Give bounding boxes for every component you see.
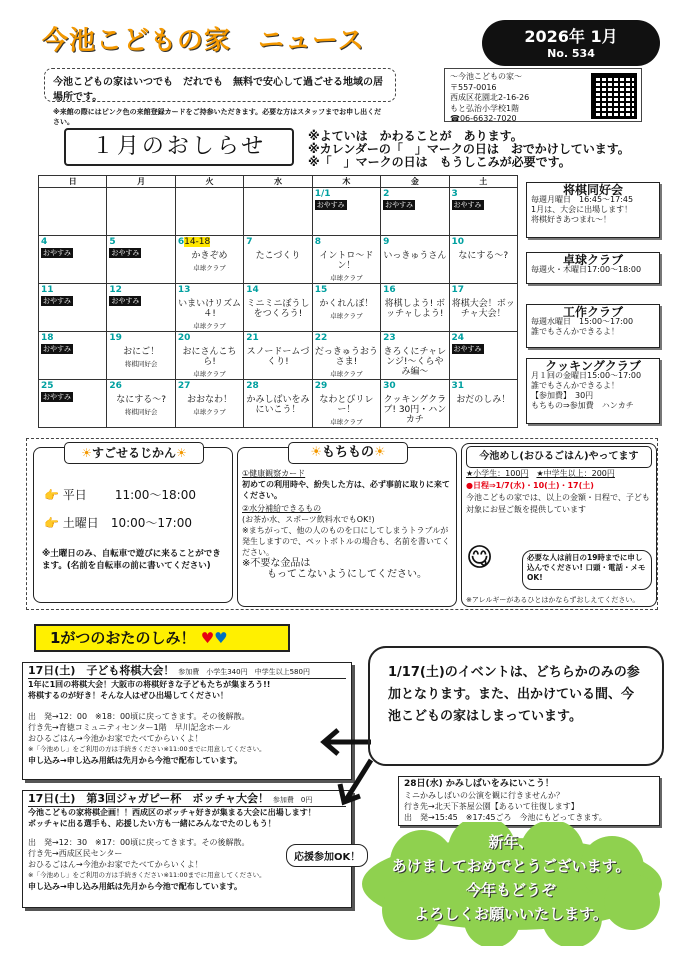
day-number: 22 (314, 333, 328, 343)
day-number: 21 (246, 333, 259, 343)
calendar-day (312, 332, 380, 380)
mochimono-text: 初めての利用時や、紛失した方は、必ず事前に取りに来てください。 (242, 480, 450, 500)
event-title (28, 793, 346, 807)
note-line: ※カレンダーの「 」マークの日は おでかけしています。 (308, 142, 630, 156)
club-name: 卓球クラブ (562, 253, 623, 267)
meal-description: 今池こどもの家では、以上の金額・日程で、子ども対象にお昼ご飯を提供しています (466, 493, 650, 514)
day-event: かくれんぼ！ (319, 299, 374, 309)
notice-speech-bubble: 1/17(土)のイベントは、どちらかのみの参加となります。また、出かけている間、今池こどもの家はしまっています。 (368, 646, 664, 766)
event-desc: 将棋するのが好き！そんな人はぜひ出場してください！ (28, 691, 228, 700)
bicycle-note: ※土曜日のみ、自転車で遊びに来ることができます。(名前を自転車の前に書いてください) (42, 549, 221, 571)
saturday-time: 10:00～17:00 (110, 516, 192, 530)
calendar-day (244, 188, 312, 236)
day-number: 4 (41, 237, 48, 247)
day-event: イントロ～ドン！ (319, 251, 374, 271)
saturday-label: 土曜日 (62, 516, 99, 530)
event-title (28, 665, 346, 679)
kami-title: 28日(水) かみしばいをみにいこう！ (404, 779, 554, 789)
day-number: 15 (314, 285, 328, 295)
calendar-notes (308, 130, 630, 169)
day-event: なにする～? (116, 395, 167, 405)
weekday-header: 火 (175, 176, 243, 188)
event-lunch: おひるごはん→今池かお家でたべてからいくよ！ (28, 860, 203, 869)
day-number: 10 (451, 237, 465, 247)
saturday-row (44, 514, 192, 531)
club-line: もちもの⇒参加費 ハンカチ (531, 401, 634, 410)
club-line: 毎週水曜日 15:00～17:00 (531, 317, 634, 326)
day-number: 12 (109, 285, 122, 295)
club-card (526, 252, 660, 284)
hours-box (33, 447, 233, 603)
calendar-table (38, 175, 518, 428)
closed-badge: おやすみ (453, 345, 482, 353)
event-fee: 参加費 0円 (272, 796, 313, 804)
calendar-day (381, 380, 449, 428)
greeting-line: 今年もどうぞ (465, 881, 556, 899)
calendar-day (39, 284, 107, 332)
day-number: 13 (177, 285, 191, 295)
meal-dates: ●日程⇒1/7(水)・10(土)・17(土) (466, 481, 594, 490)
club-line: 将棋好きあつまれ～！ (531, 215, 611, 224)
address-line: 〒557-0016 (450, 82, 497, 92)
mochimono-item: ①健康観察カード (242, 469, 306, 478)
section-banner: １月のおしらせ (64, 128, 294, 166)
calendar-day (39, 332, 107, 380)
weekday-header: 金 (381, 176, 449, 188)
event-desc: 1年に1回の将棋大会！大阪市の将棋好きな子どもたちが集まろう!! (28, 680, 271, 689)
sun-icon: ☀ (176, 446, 187, 460)
day-number: 5 (109, 237, 116, 247)
note-line: ※「 」マークの日は もうしこみが必要です。 (308, 155, 571, 169)
greeting-line: あけましておめでとうございます。 (391, 857, 631, 875)
price-elementary: ★小学生：100円 (466, 469, 529, 478)
day-number: 6 (177, 237, 185, 247)
club-line: 【参加費】 30円 (531, 391, 594, 400)
qr-code-icon[interactable] (591, 73, 637, 119)
mochimono-text: ※まちがって、他の人のものを口にしてしまうトラブルが発生しますので、ペットボトルの場合も、名前を書いてください。 (242, 526, 450, 557)
calendar-day (449, 188, 517, 236)
sun-icon: ☀ (81, 446, 92, 460)
club-line: 1月は、大会に出場します！ (531, 205, 633, 214)
sun-icon: ☀ (374, 445, 386, 460)
smiley-icon: 😋 (466, 543, 494, 573)
new-year-greeting (352, 830, 670, 926)
issue-badge (482, 20, 660, 66)
day-club: 卓球クラブ (193, 408, 226, 416)
day-number: 28 (246, 381, 259, 391)
sun-icon: ☀ (310, 445, 322, 460)
club-card (526, 182, 660, 238)
mochimono-title (288, 442, 408, 464)
club-line: 毎週火・木曜日17:00～18:00 (531, 265, 642, 274)
calendar-day (381, 236, 449, 284)
club-name: 工作クラブ (562, 305, 623, 319)
calendar-day (312, 236, 380, 284)
calendar-day (381, 284, 449, 332)
intro-line2: ※来館の際にはピンク色の来館登録カードをご持参いただきます。必要な方はスタッフまでお申し出ください。 (53, 108, 382, 126)
day-number: 25 (41, 381, 54, 391)
kami-line: ミニかみしばいの公演を観に行きませんか？ (404, 791, 564, 800)
day-number: 24 (451, 333, 465, 343)
event-fee: 参加費 小学生340円 中学生以上580円 (178, 668, 310, 676)
day-club: 卓球クラブ (330, 274, 363, 282)
mochimono-text: もってこないようにしてください。 (267, 569, 427, 580)
kami-line: 行き先→北天下茶屋公園【あるいて往復します】 (404, 802, 579, 811)
day-event: スノードームづくり! (246, 347, 310, 367)
closed-badge: おやすみ (43, 345, 71, 353)
day-event: おにさんこちら! (182, 347, 237, 367)
note-line: ※よていは かわることが あります。 (308, 129, 523, 143)
closed-badge: おやすみ (453, 201, 482, 209)
club-card (526, 358, 660, 424)
day-number: 9 (383, 237, 390, 247)
club-line: 誰でもさんかできるよ！ (531, 381, 619, 390)
weekday-header: 土 (449, 176, 517, 188)
calendar-day (381, 332, 449, 380)
day-event: だっきゅうおうさま! (314, 347, 378, 367)
event-card-shogi (22, 662, 352, 780)
event-title-text: 17日(土) 子ども将棋大会！ (28, 664, 175, 677)
closed-badge: おやすみ (43, 297, 71, 305)
calendar-day (107, 188, 175, 236)
ouen-badge: 応援参加OK！ (286, 844, 368, 867)
weekday-header: 月 (107, 176, 175, 188)
hand-icon: 👉 (44, 516, 59, 530)
day-number: 11 (41, 285, 54, 295)
day-event: なわとびリレー！ (319, 395, 374, 415)
weekday-header: 木 (312, 176, 380, 188)
day-event: 将棋しよう! ボッチャしよう! (384, 299, 446, 319)
address-line: ☎06-6632-7020 (450, 114, 517, 123)
calendar-day (381, 188, 449, 236)
day-number: 27 (177, 381, 191, 391)
day-number: 20 (177, 333, 191, 343)
calendar-day (175, 236, 243, 284)
day-number: 7 (246, 237, 253, 247)
day-number: 30 (383, 381, 396, 391)
club-line: 誰でもさんかできるよ！ (531, 327, 619, 336)
time-highlight: 14-18 (184, 237, 211, 247)
intro-line1: 今池こどもの家はいつでも だれでも 無料で安心して過ごせる地域の居場所です。 (53, 77, 383, 103)
imaike-meshi-box (461, 443, 657, 607)
day-number: 29 (314, 381, 328, 391)
calendar-day (39, 236, 107, 284)
day-number: 14 (246, 285, 259, 295)
club-card (526, 304, 660, 348)
events-heading (34, 624, 290, 652)
day-event: たこづくり (255, 251, 301, 261)
day-number: 18 (41, 333, 54, 343)
calendar-day (244, 380, 312, 428)
greeting-line: よろしくお願いいたします。 (414, 905, 608, 923)
events-heading-text: 1がつのおたのしみ！ (50, 629, 196, 647)
day-number: 2 (383, 189, 390, 199)
weekday-header: 日 (39, 176, 107, 188)
calendar-day (244, 236, 312, 284)
calendar-day (107, 236, 175, 284)
mochimono-box (237, 447, 457, 607)
kamishibai-card (398, 776, 660, 826)
calendar-day (107, 284, 175, 332)
day-number: 23 (383, 333, 396, 343)
event-place: 行き先→西成区民センター (28, 849, 123, 858)
allergy-note: ※アレルギーがあるひとはかならずおしえてください。 (466, 596, 640, 604)
club-name: クッキングクラブ (545, 359, 641, 373)
event-apply: 申し込み→申し込み用紙は先月から今池で配布しています。 (28, 882, 243, 891)
calendar-day (449, 284, 517, 332)
event-desc: 今池こどもの家将棋企画！！西成区のボッチャ好きが集まる大会に出場します！ (28, 808, 316, 817)
closed-badge: おやすみ (43, 249, 71, 257)
day-event: クッキングクラブ! 30円・ハンカチ (383, 395, 447, 425)
day-event: かきぞめ (191, 251, 228, 261)
event-departure: 出 発→12：00 ※18：00頃に戻ってきます。その後解散。 (28, 712, 250, 721)
club-line: 毎週月曜日 16:45～17:45 (531, 195, 634, 204)
day-number: 8 (314, 237, 321, 247)
calendar-day (175, 380, 243, 428)
address-line: もと弘治小学校1階 (450, 103, 520, 113)
heart-icon: ♥ (200, 629, 215, 647)
hours-title-text: すごせるじかん (91, 446, 176, 460)
event-title-text: 17日(土) 第3回ジャガピー杯 ボッチャ大会！ (28, 792, 270, 805)
day-club: 卓球クラブ (330, 418, 363, 426)
issue-number: No. 534 (547, 47, 595, 60)
day-club: 卓球クラブ (193, 322, 226, 330)
calendar-day (244, 332, 312, 380)
day-club: 卓球クラブ (193, 370, 226, 378)
day-club: 将棋同好会 (124, 360, 158, 368)
price-row (466, 468, 652, 480)
heart-icon: ♥ (214, 629, 228, 647)
club-name: 将棋同好会 (562, 183, 623, 197)
closed-badge: おやすみ (385, 201, 414, 209)
event-place: 行き先→育徳コミュニティセンター1階 早川記念ホール (28, 723, 231, 732)
imaike-title: 今池めし(おひるごはん)やってます (466, 446, 652, 468)
weekday-label: 平日 (62, 488, 87, 502)
event-lunch: おひるごはん→今池かお家でたべてからいくよ！ (28, 734, 203, 743)
calendar-day (312, 284, 380, 332)
closed-badge: おやすみ (316, 201, 345, 209)
calendar-day (175, 188, 243, 236)
address-box (444, 68, 642, 122)
mochimono-text: (お茶か水、スポーツ飲料水でもOK!) (242, 515, 375, 524)
calendar-day (244, 284, 312, 332)
calendar-day (312, 380, 380, 428)
event-desc: ボッチャに出る選手も、応援したい方も一緒にみんなでたのしもう！ (28, 819, 276, 828)
calendar-day (175, 284, 243, 332)
weekday-time: 11:00～18:00 (114, 488, 196, 502)
day-club: 卓球クラブ (330, 370, 363, 378)
day-event: かみしばいをみにいこう！ (246, 395, 310, 415)
day-number: 26 (109, 381, 122, 391)
day-event: なにする～? (458, 251, 509, 261)
event-lunch-note: ※「今池めし」をご利用の方は手続きください※11:00までに用意してください。 (28, 871, 266, 879)
info-section (26, 438, 658, 610)
day-event: おだのしみ！ (456, 395, 511, 405)
calendar-day (175, 332, 243, 380)
hours-title (64, 442, 204, 464)
day-club: 将棋同好会 (124, 408, 158, 416)
event-departure: 出 発→12：30 ※17：00頃に戻ってきます。その後解散。 (28, 838, 250, 847)
day-event: いっきゅうさん (383, 251, 447, 261)
day-event: おにご！ (123, 347, 160, 357)
closed-badge: おやすみ (111, 249, 140, 257)
club-line: 月１回の金曜日15:00～17:00 (531, 371, 642, 380)
day-event: おおなわ！ (187, 395, 233, 405)
mochimono-title-text: もちもの (321, 445, 374, 460)
day-event: 将棋大会！ボッチャ大会！ (451, 299, 515, 319)
calendar-day (39, 380, 107, 428)
address-line: 西成区花園北2-16-26 (450, 93, 530, 102)
calendar-day (107, 380, 175, 428)
calendar-day (107, 332, 175, 380)
day-event: いまいけリズム４! (178, 299, 241, 319)
event-apply: 申し込み→申し込み用紙は先月から今池で配布しています。 (28, 756, 243, 765)
calendar-day (449, 236, 517, 284)
day-club: 卓球クラブ (330, 312, 363, 320)
intro-box (44, 68, 396, 126)
day-number: 16 (383, 285, 396, 295)
day-number: 3 (451, 189, 458, 199)
issue-date: 2026年 1月 (524, 27, 618, 46)
day-number: 19 (109, 333, 122, 343)
address-line: ～今池こどもの家～ (450, 72, 522, 81)
weekday-header: 水 (244, 176, 312, 188)
weekday-row (44, 486, 196, 503)
event-lunch-note: ※「今池めし」をご利用の方は手続きください※11:00までに用意してください。 (28, 745, 266, 753)
order-bubble: 必要な人は前日の19時までに申し込んでください! 口頭・電話・メモOK! (522, 550, 652, 590)
day-number: 17 (451, 285, 465, 295)
greeting-line: 新年、 (488, 833, 534, 851)
calendar-day (449, 380, 517, 428)
closed-badge: おやすみ (43, 393, 71, 401)
day-number: 31 (451, 381, 465, 391)
day-event: きろくにチャレンジ!～くらやみ編～ (383, 347, 447, 377)
closed-badge: おやすみ (111, 297, 140, 305)
hand-icon: 👉 (44, 488, 59, 502)
calendar-day (39, 188, 107, 236)
price-junior: ★中学生以上：200円 (536, 469, 615, 478)
calendar-day (449, 332, 517, 380)
mochimono-item: ②水分補給できるもの (242, 504, 322, 513)
newsletter-title: 今池こどもの家 ニュース (42, 26, 365, 56)
kami-line: 出 発→15:45 ※17:45ごろ 今池にもどってきます。 (404, 813, 607, 822)
day-club: 卓球クラブ (193, 264, 226, 272)
calendar-day (312, 188, 380, 236)
mochimono-text: ※不要な金品は (242, 558, 311, 569)
day-event: ミニミニぼうしをつくろう! (246, 299, 310, 319)
day-number: 1/1 (314, 189, 331, 199)
arrow-icon (316, 720, 376, 810)
